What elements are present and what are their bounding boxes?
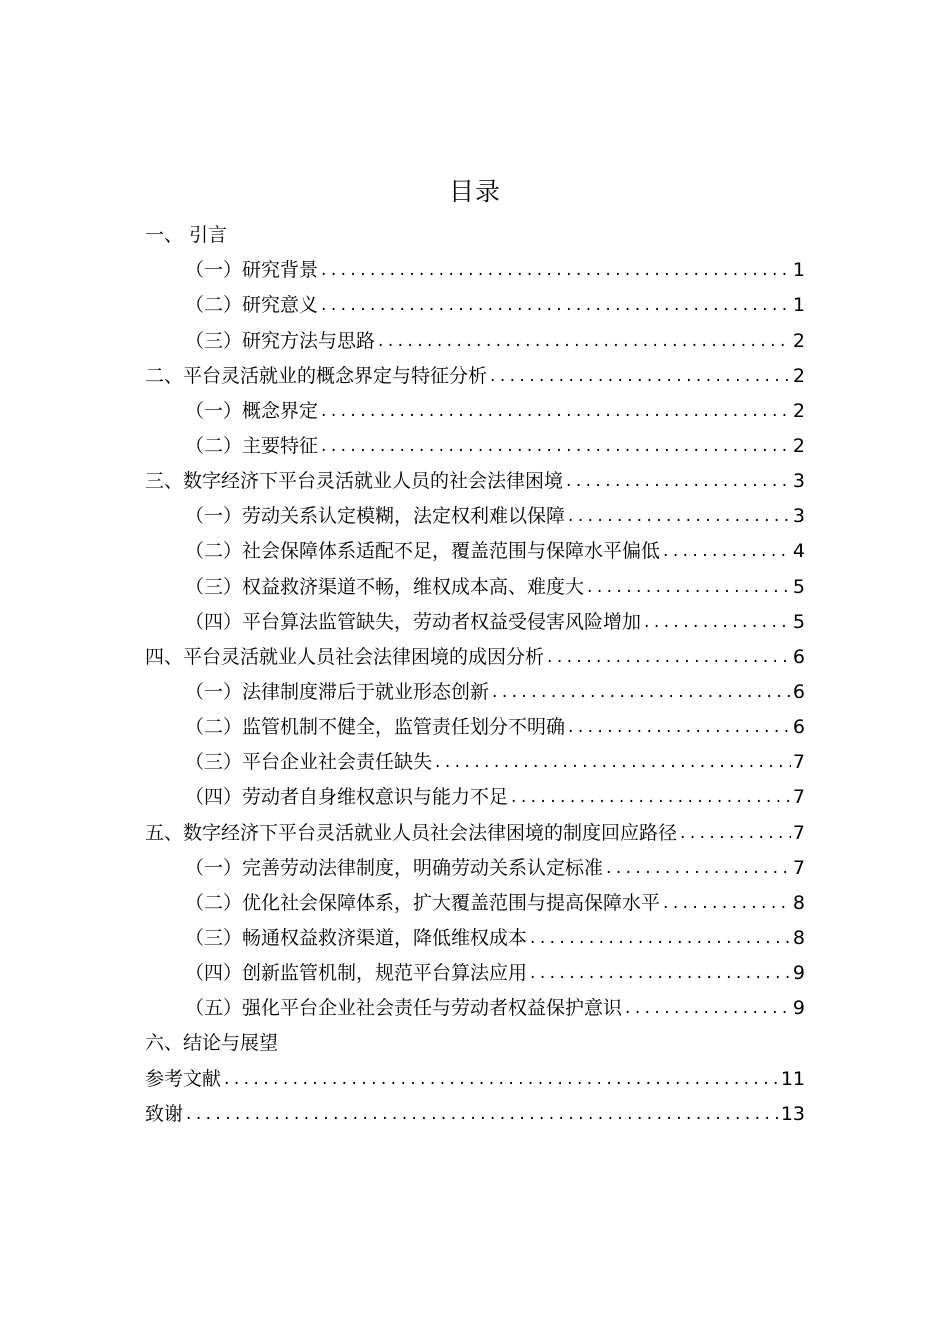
toc-entry-title: （二）优化社会保障体系，扩大覆盖范围与提高保障水平 [185,891,661,914]
toc-page-number: 2 [792,364,805,387]
toc-entry[interactable] [145,499,805,534]
toc-dot-leader [563,464,791,499]
toc-dot-leader [318,394,791,429]
toc-page-number: 3 [792,505,805,528]
toc-entry[interactable] [145,886,805,921]
toc-page-number: 5 [792,575,805,598]
toc-dot-leader [565,710,791,745]
toc-page-number: 9 [792,962,805,985]
toc-dot-leader [375,324,791,359]
toc-page-number: 2 [792,434,805,457]
toc-dot-leader [584,570,791,605]
toc-entry-title: （五）强化平台企业社会责任与劳动者权益保护意识 [185,997,623,1020]
toc-page-number: 7 [792,786,805,809]
toc-entry[interactable] [145,1026,805,1061]
toc-dot-leader [318,288,791,323]
toc-entry-title: （一）概念界定 [185,399,319,422]
toc-entry-title: 五、数字经济下平台灵活就业人员社会法律困境的制度回应路径 [145,821,678,844]
toc-entry[interactable] [145,991,805,1026]
toc-entry-title: （二）主要特征 [185,434,319,457]
table-of-contents [145,218,805,1132]
toc-entry-title: （四）平台算法监管缺失，劳动者权益受侵害风险增加 [185,610,642,633]
toc-entry[interactable] [145,218,805,253]
toc-entry[interactable] [145,956,805,991]
toc-entry-title: 四、平台灵活就业人员社会法律困境的成因分析 [145,645,545,668]
toc-entry[interactable] [145,534,805,569]
toc-dot-leader [677,816,791,851]
page-title: 目录 [448,177,501,206]
toc-page-number: 2 [792,329,805,352]
toc-entry-title: 参考文献 [145,1067,222,1090]
toc-entry[interactable] [145,359,805,394]
toc-entry[interactable] [145,323,805,358]
toc-entry-title: （一）劳动关系认定模糊，法定权利难以保障 [185,505,566,528]
toc-entry[interactable] [145,1097,805,1132]
toc-dot-leader [660,534,791,569]
toc-page-number: 7 [792,821,805,844]
toc-entry-title: （一）法律制度滞后于就业形态创新 [185,680,490,703]
toc-dot-leader [565,499,791,534]
toc-dot-leader [318,253,791,288]
toc-entry-title: （四）创新监管机制，规范平台算法应用 [185,962,528,985]
toc-entry[interactable] [145,464,805,499]
toc-page-number: 9 [792,997,805,1020]
toc-entry[interactable] [145,429,805,464]
toc-dot-leader [221,1062,779,1097]
toc-dot-leader [641,605,791,640]
toc-dot-leader [489,675,791,710]
toc-dot-leader [432,745,791,780]
toc-entry[interactable] [145,1061,805,1096]
toc-dot-leader [622,991,791,1026]
toc-entry[interactable] [145,569,805,604]
toc-page-number: 7 [792,751,805,774]
toc-page-number: 3 [792,470,805,493]
toc-dot-leader [508,780,791,815]
toc-entry-title: （一）完善劳动法律制度，明确劳动关系认定标准 [185,856,604,879]
toc-entry-title: （一）研究背景 [185,259,319,282]
toc-dot-leader [318,429,791,464]
toc-entry[interactable] [145,288,805,323]
toc-page-number: 1 [792,259,805,282]
toc-page-number: 4 [792,540,805,563]
toc-entry-title: （二）社会保障体系适配不足，覆盖范围与保障水平偏低 [185,540,661,563]
toc-entry-title: （三）研究方法与思路 [185,329,376,352]
toc-entry[interactable] [145,394,805,429]
toc-page-number: 6 [792,716,805,739]
toc-dot-leader [603,851,791,886]
toc-page-number: 8 [792,891,805,914]
toc-entry-title: 一、 引言 [145,224,228,247]
toc-page-number: 13 [780,1102,805,1125]
toc-entry[interactable] [145,815,805,850]
toc-entry-title: 六、结论与展望 [145,1032,279,1055]
toc-dot-leader [527,921,791,956]
toc-entry[interactable] [145,605,805,640]
toc-page-number: 6 [792,680,805,703]
toc-entry[interactable] [145,780,805,815]
toc-page-number: 7 [792,856,805,879]
toc-entry-title: （二）监管机制不健全，监管责任划分不明确 [185,716,566,739]
toc-page-number: 5 [792,610,805,633]
toc-entry[interactable] [145,710,805,745]
toc-dot-leader [487,359,791,394]
toc-page-number: 2 [792,399,805,422]
toc-entry-title: （三）畅通权益救济渠道，降低维权成本 [185,926,528,949]
toc-entry[interactable] [145,921,805,956]
toc-dot-leader [660,886,791,921]
toc-entry-title: 二、平台灵活就业的概念界定与特征分析 [145,364,488,387]
toc-page-number: 8 [792,926,805,949]
toc-entry-title: （三）平台企业社会责任缺失 [185,751,433,774]
toc-entry[interactable] [145,253,805,288]
toc-entry[interactable] [145,851,805,886]
toc-entry[interactable] [145,745,805,780]
toc-entry-title: （三）权益救济渠道不畅，维权成本高、难度大 [185,575,585,598]
toc-page-number: 6 [792,645,805,668]
toc-page-number: 11 [780,1067,805,1090]
toc-dot-leader [527,956,791,991]
toc-page-number: 1 [792,294,805,317]
toc-entry-title: （二）研究意义 [185,294,319,317]
toc-dot-leader [183,1097,779,1132]
toc-entry-title: （四）劳动者自身维权意识与能力不足 [185,786,509,809]
toc-entry[interactable] [145,675,805,710]
toc-entry[interactable] [145,640,805,675]
toc-entry-title: 三、数字经济下平台灵活就业人员的社会法律困境 [145,470,564,493]
toc-entry-title: 致谢 [145,1102,184,1125]
toc-dot-leader [544,640,791,675]
